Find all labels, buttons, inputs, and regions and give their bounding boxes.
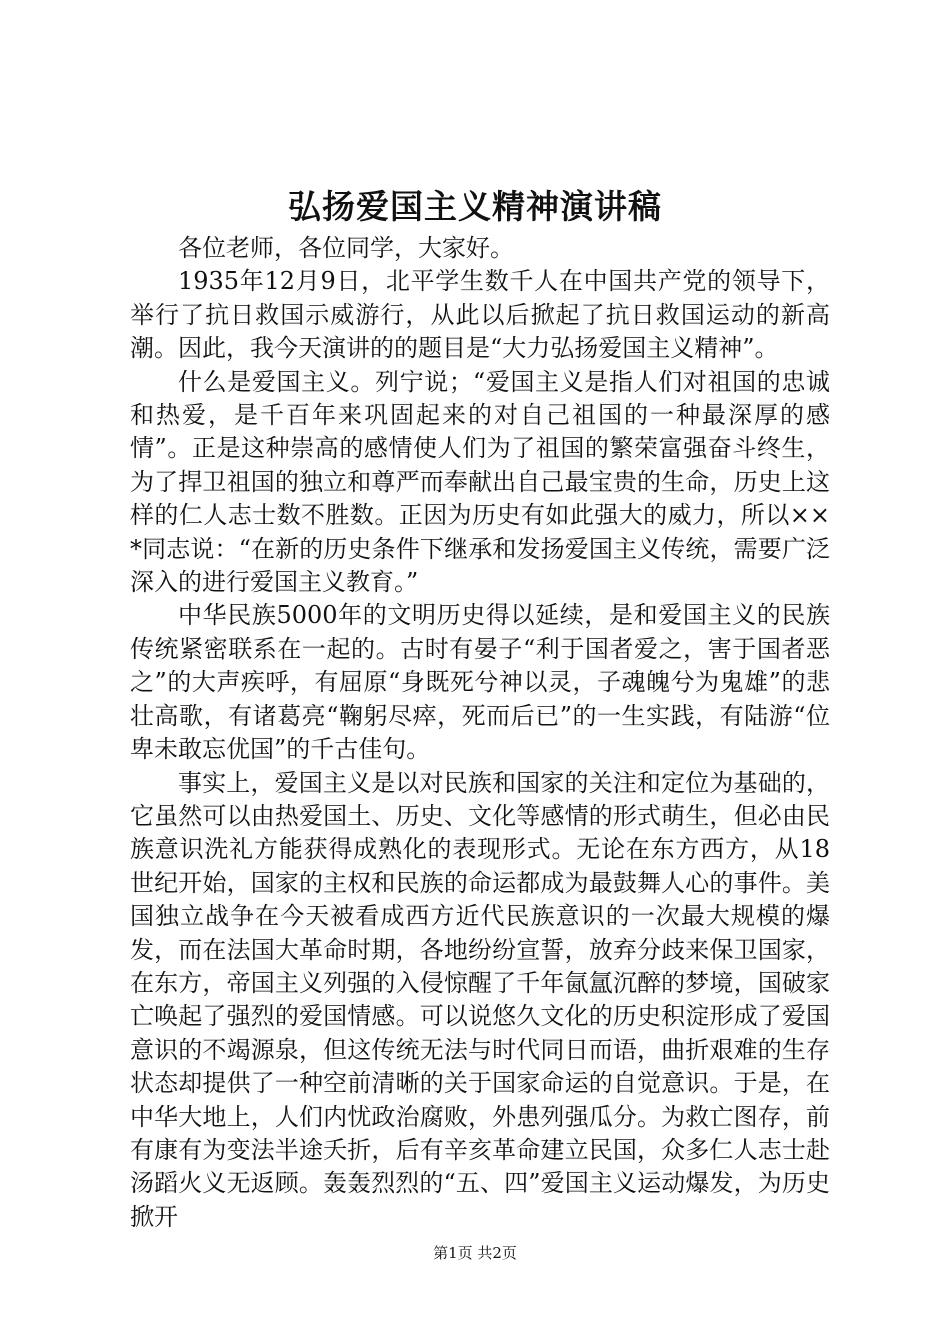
paragraph-national-consciousness: 事实上，爱国主义是以对民族和国家的关注和定位为基础的，它虽然可以由热爱国土、历史、文化等感情的形式萌生，但必由民族意识洗礼方能获得成熟化的表现形式。无论在东方西方，从18世纪开始，国家的主权和民族的命运都成为最鼓舞人心的事件。美国独立战争在今天被看成西方近代民族意识的一次最大规模的爆发，而在法国大革命时期，各地纷纷宣誓，放弃分歧来保卫国家，在东方，帝国主义列强的入侵惊醒了千年氤氲沉醉的梦境，国破家亡唤起了强烈的爱国情感。可以说悠久文化的历史积淀形成了爱国意识的不竭源泉，但这传统无法与时代同日而语，曲折艰难的生存状态却提供了一种空前清晰的关于国家命运的自觉意识。于是，在中华大地上，人们内忧政治腐败，外患列强瓜分。为救亡图存，前有康有为变法半途夭折，后有辛亥革命建立民国，众多仁人志士赴汤蹈火义无返顾。轰轰烈烈的“五、四”爱国主义运动爆发，为历史掀开 [130, 768, 830, 1231]
paragraph-intro: 1935年12月9日，北平学生数千人在中国共产党的领导下，举行了抗日救国示威游行，从此以后掀起了抗日救国运动的新高潮。因此，我今天演讲的的题目是“大力弘扬爱国主义精神”。 [130, 267, 830, 363]
page-footer: 第1页 共2页 [433, 1244, 517, 1262]
page-title: 弘扬爱国主义精神演讲稿 [288, 187, 662, 226]
paragraph-history: 中华民族5000年的文明历史得以延续，是和爱国主义的民族传统紧密联系在一起的。古时有晏子“利于国者爱之，害于国者恶之”的大声疾呼，有屈原“身既死兮神以灵，子魂魄兮为鬼雄”的悲壮高歌，有诸葛亮“鞠躬尽瘁，死而后已”的一生实践，有陆游“位卑未敢忘优国”的千古佳句。 [130, 601, 830, 764]
document-body [130, 232, 830, 1234]
paragraph-greeting: 各位老师，各位同学，大家好。 [178, 234, 514, 262]
paragraph-definition: 什么是爱国主义。列宁说；“爱国主义是指人们对祖国的忠诚和热爱，是千百年来巩固起来的对自己祖国的一种最深厚的感情”。正是这种崇高的感情使人们为了祖国的繁荣富强奋斗终生，为了捍卫祖国的独立和尊严而奉献出自己最宝贵的生命，历史上这样的仁人志士数不胜数。正因为历史有如此强大的威力，所以××*同志说：“在新的历史条件下继承和发扬爱国主义传统，需要广泛深入的进行爱国主义教育。” [130, 367, 830, 597]
